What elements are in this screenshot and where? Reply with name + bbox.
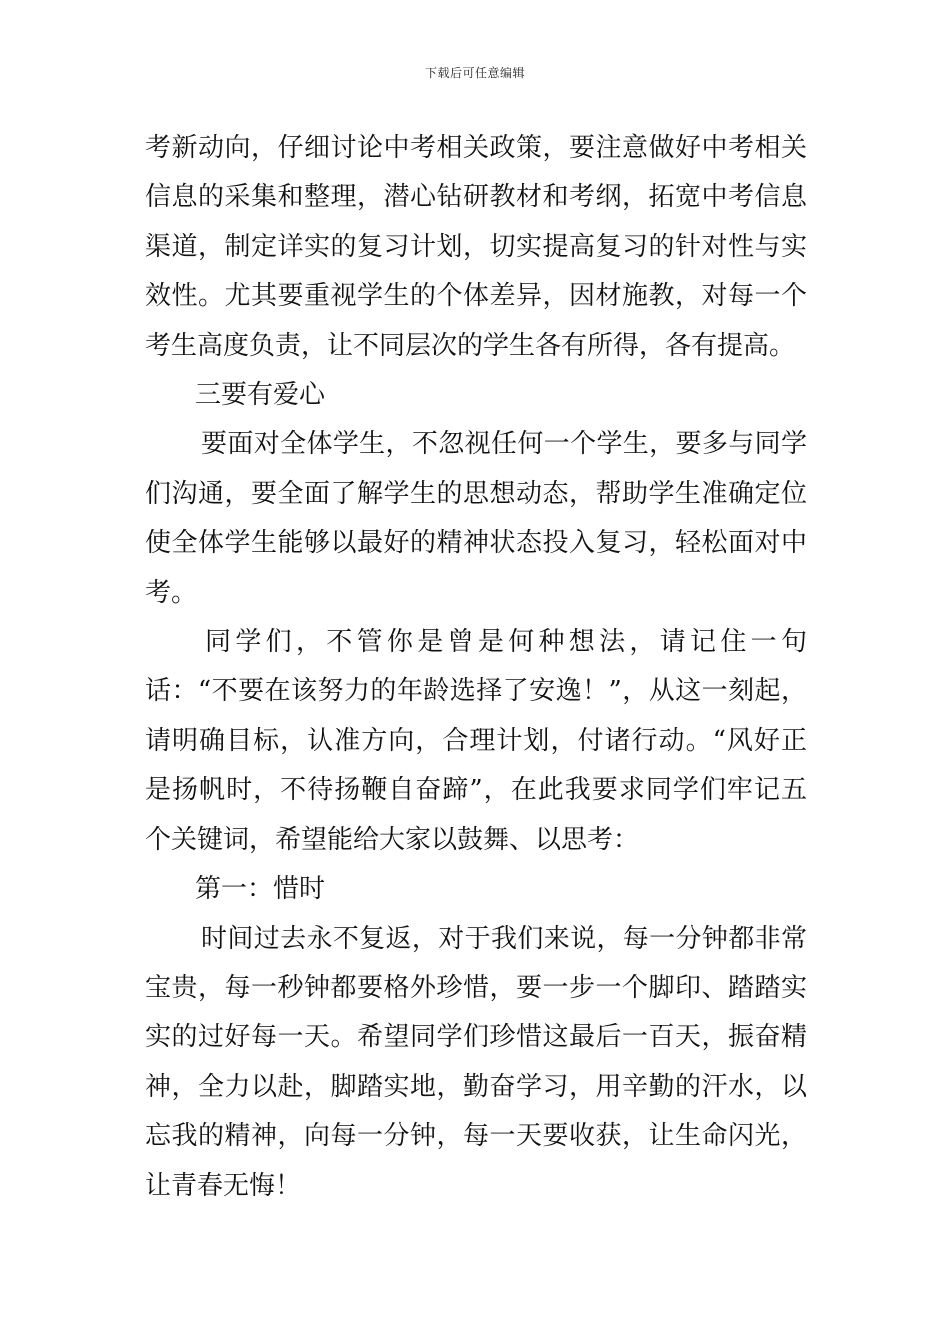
paragraph-students: 同学们，不管你是曾是何种想法，请记住一句话：“不要在该努力的年龄选择了安逸！”，从这一刻起，请明确目标，认准方向，合理计划，付诸行动。“风好正是扬帆时，不待扬鞭自奋蹄”，在此我要求同学们牢记五个关键词，希望能给大家以鼓舞、以思考： bbox=[145, 627, 807, 855]
paragraph-continuation: 考新动向，仔细讨论中考相关政策，要注意做好中考相关信息的采集和整理，潜心钻研教材和考纲，拓宽中考信息渠道，制定详实的复习计划，切实提高复习的针对性与实效性。尤其要重视学生的个体差异，因材施教，对每一个考生高度负责，让不同层次的学生各有所得，各有提高。 bbox=[145, 133, 807, 361]
paragraph-love: 要面对全体学生，不忽视任何一个学生，要多与同学们沟通，要全面了解学生的思想动态，帮助学生准确定位使全体学生能够以最好的精神状态投入复习，轻松面对中考。 bbox=[145, 429, 807, 608]
section-heading-love: 三要有爱心 bbox=[195, 380, 326, 411]
paragraph-cherish-time: 时间过去永不复返，对于我们来说，每一分钟都非常宝贵，每一秒钟都要格外珍惜，要一步一个脚印、踏踏实实的过好每一天。希望同学们珍惜这最后一百天，振奋精神，全力以赴，脚踏实地，勤奋学习，用辛勤的汗水，以忘我的精神，向每一分钟，每一天要收获，让生命闪光，让青春无悔！ bbox=[145, 923, 807, 1201]
document-body bbox=[145, 124, 807, 1211]
section-heading-cherish-time: 第一：惜时 bbox=[195, 874, 326, 905]
page-header: 下载后可任意编辑 bbox=[424, 66, 525, 80]
